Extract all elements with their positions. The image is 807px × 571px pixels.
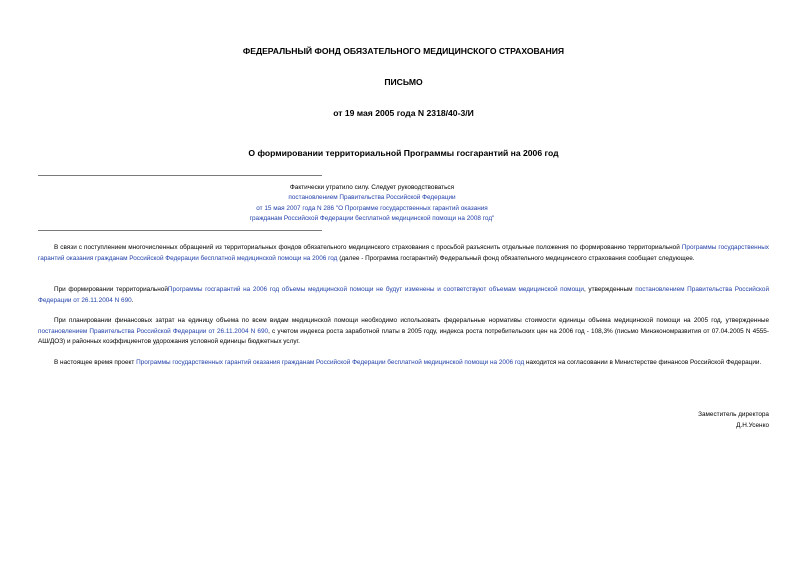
document-type: ПИСЬМО (384, 77, 423, 87)
status-note (220, 183, 524, 224)
status-note-link-2[interactable]: от 15 мая 2007 года N 286 "О Программе государственных гарантий оказания (256, 204, 488, 212)
paragraph-3-text: При планировании финансовых затрат на единицу объема по всем видам медицинской помощи необходимо использовать федеральные нормативы стоимости единицы объема медицинской помощи на 2005 год, утвержденные (54, 317, 769, 324)
paragraph-3-text-end: , с учетом индекса роста заработной платы в 2005 году, индекса роста потребительских цен на 2006 год - 108,3% (письмо Минэкономразвития от 07.04.2005 N 4555-АШ/ДОЗ) и районных коэффициентов удорожания условной единицы бюджетных услуг. (38, 327, 769, 345)
paragraph-2-link-1[interactable]: Программы госгарантий на 2006 год объемы медицинской помощи не будут изменены и соответствуют объемам медицинской помощи (167, 286, 584, 293)
status-note-link-1[interactable]: постановлением Правительства Российской Федерации (288, 194, 456, 202)
paragraph-4-text: В настоящее время проект (54, 359, 137, 366)
signer-name: Д.Н.Усенко (736, 421, 769, 429)
paragraph-4-link[interactable]: Программы государственных гарантий оказания гражданам Российской Федерации бесплатной медицинской помощи на 2006 год (136, 359, 525, 366)
paragraph-2-link-2[interactable]: постановлением Правительства Российской Федерации от 26.11.2004 N 690 (38, 286, 770, 304)
paragraph-2-text-end: . (131, 296, 134, 304)
paragraph-1 (38, 243, 769, 264)
organization-title: ФЕДЕРАЛЬНЫЙ ФОНД ОБЯЗАТЕЛЬНОГО МЕДИЦИНСКОГО СТРАХОВАНИЯ (242, 46, 565, 56)
paragraph-4 (38, 358, 769, 369)
paragraph-2 (38, 285, 769, 306)
signature-block (698, 410, 769, 431)
paragraph-3 (38, 316, 769, 348)
status-note-text: Фактически утратило силу. Следует руководствоваться (289, 184, 455, 191)
document-subject: О формировании территориальной Программы госгарантий на 2006 год (248, 148, 559, 158)
document-date-number: от 19 мая 2005 года N 2318/40-3/И (333, 108, 474, 118)
top-divider (38, 175, 322, 176)
paragraph-4-text-end: находится на согласовании в Министерстве финансов Российской Федерации. (524, 359, 762, 366)
paragraph-1-link[interactable]: Программы государственных гарантий оказания гражданам Российской Федерации бесплатной медицинской помощи на 2006 год (38, 244, 769, 262)
bottom-divider (38, 230, 322, 231)
paragraph-2-text-mid: , утвержденным (583, 286, 636, 293)
paragraph-1-text-end: (далее - Программа госгарантий) Федеральный фонд обязательного медицинского страхования сообщает следующее. (337, 254, 695, 262)
paragraph-2-text: При формировании территориальной (54, 286, 168, 293)
paragraph-3-link[interactable]: постановлением Правительства Российской Федерации от 26.11.2004 N 690 (38, 327, 269, 335)
signer-position: Заместитель директора (698, 411, 769, 418)
status-note-link-3[interactable]: гражданам Российской Федерации бесплатной медицинской помощи на 2008 год" (249, 214, 495, 222)
paragraph-1-text: В связи с поступлением многочисленных обращений из территориальных фондов обязательного медицинского страхования с просьбой разъяснить отдельные положения по формированию территориальной (54, 244, 682, 251)
